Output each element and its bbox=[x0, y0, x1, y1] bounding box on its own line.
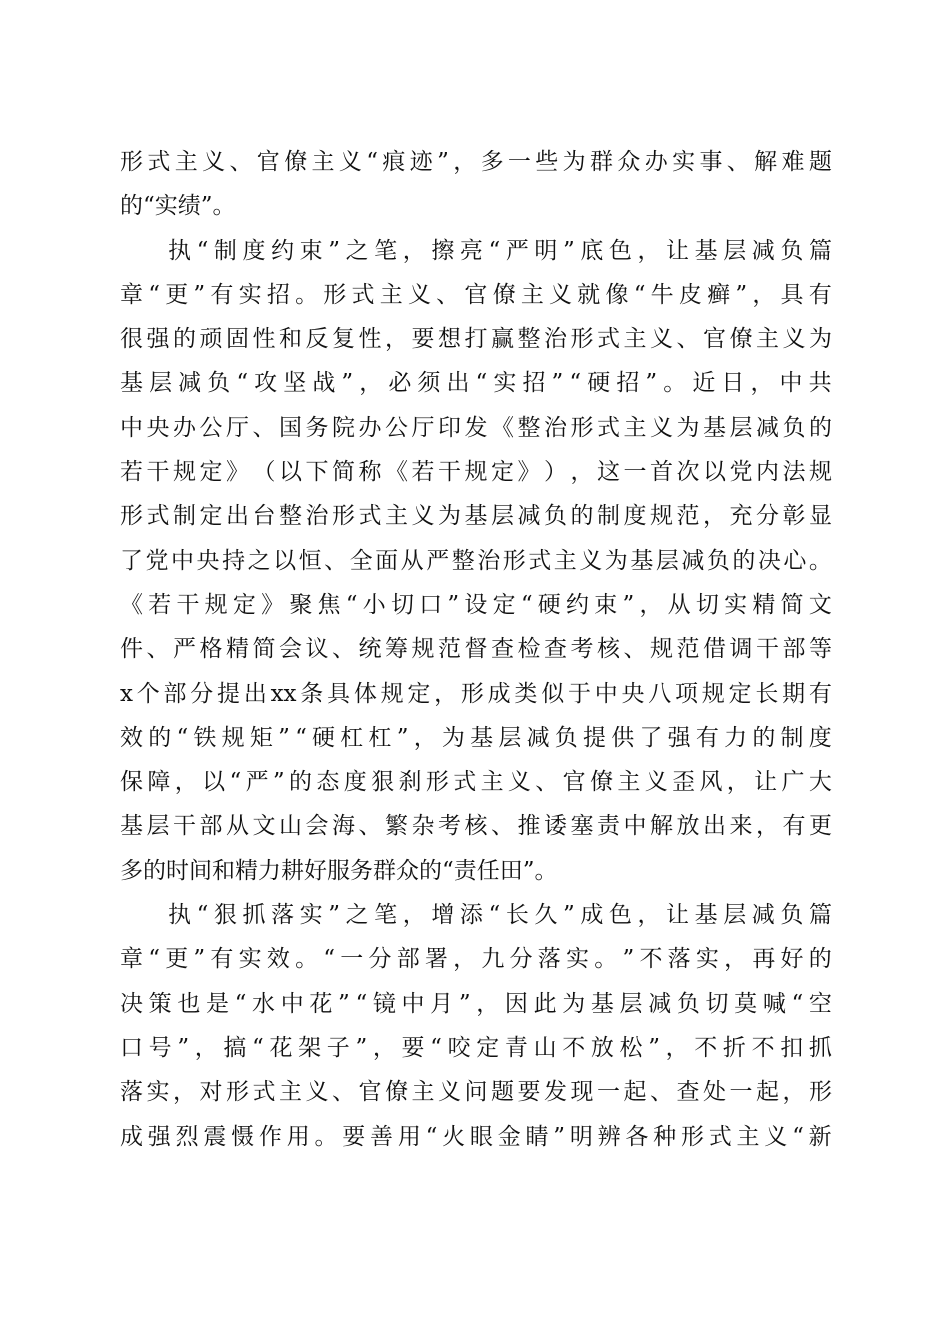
text-line: 章 “ 更 ” 有 实 招 。 形 式 主 义 、 官 僚 主 义 就 像 “ 牛 皮 癣 ” ， 具 有 bbox=[120, 281, 832, 308]
text-line: 《 若 干 规 定 》 聚 焦 “ 小 切 口 ” 设 定 “ 硬 约 束 ” ， 从 切 实 精 简 文 bbox=[120, 591, 832, 618]
text-line: 落 实 ， 对 形 式 主 义 、 官 僚 主 义 问 题 要 发 现 一 起 、 查 处 一 起 ， 形 bbox=[120, 1079, 832, 1106]
text-line: 基 层 干 部 从 文 山 会 海 、 繁 杂 考 核 、 推 诿 塞 责 中 解 放 出 来 ， 有 更 bbox=[120, 813, 832, 840]
text-line: 决 策 也 是 “ 水 中 花 ” “ 镜 中 月 ” ， 因 此 为 基 层 减 负 切 莫 喊 “ 空 bbox=[120, 990, 832, 1017]
text-line: 了 党 中 央 持 之 以 恒 、 全 面 从 严 整 治 形 式 主 义 为 基 层 减 负 的 决 心 。 bbox=[120, 547, 832, 574]
text-line: 保 障 ， 以 “ 严 ” 的 态 度 狠 刹 形 式 主 义 、 官 僚 主 义 歪 风 ， 让 广 大 bbox=[120, 769, 832, 796]
text-line: x 个 部 分 提 出 xx 条 具 体 规 定 ， 形 成 类 似 于 中 央 八 项 规 定 长 期 有 bbox=[120, 680, 832, 707]
text-line: 多 的 时 间 和 精 力 耕 好 服 务 群 众 的 “ 责 任 田 ” 。 bbox=[120, 857, 558, 884]
text-line: 成 强 烈 震 慑 作 用 。 要 善 用 “ 火 眼 金 睛 ” 明 辨 各 种 形 式 主 义 “ 新 bbox=[120, 1123, 832, 1150]
text-line: 执 “ 狠 抓 落 实 ” 之 笔 ， 增 添 “ 长 久 ” 成 色 ， 让 基 层 减 负 篇 bbox=[168, 902, 832, 929]
text-line: 的 “ 实 绩 ” 。 bbox=[120, 193, 236, 220]
text-line: 若 干 规 定 》 （ 以 下 简 称 《 若 干 规 定 》 ） ， 这 一 首 次 以 党 内 法 规 bbox=[120, 459, 832, 486]
body-text bbox=[120, 140, 832, 1159]
text-line: 很 强 的 顽 固 性 和 反 复 性 ， 要 想 打 赢 整 治 形 式 主 义 、 官 僚 主 义 为 bbox=[120, 326, 832, 353]
text-line: 形 式 主 义 、 官 僚 主 义 “ 痕 迹 ” ， 多 一 些 为 群 众 办 实 事 、 解 难 题 bbox=[120, 149, 832, 175]
text-line: 执 “ 制 度 约 束 ” 之 笔 ， 擦 亮 “ 严 明 ” 底 色 ， 让 基 层 减 负 篇 bbox=[168, 237, 832, 264]
text-line: 形 式 制 定 出 台 整 治 形 式 主 义 为 基 层 减 负 的 制 度 规 范 ， 充 分 彰 显 bbox=[120, 503, 832, 530]
text-line: 章 “ 更 ” 有 实 效 。 “ 一 分 部 署 ， 九 分 落 实 。 ” 不 落 实 ， 再 好 的 bbox=[120, 946, 832, 973]
text-line: 口 号 ” ， 搞 “ 花 架 子 ” ， 要 “ 咬 定 青 山 不 放 松 ” ， 不 折 不 扣 抓 bbox=[120, 1034, 832, 1061]
text-line: 基 层 减 负 “ 攻 坚 战 ” ， 必 须 出 “ 实 招 ” “ 硬 招 ” 。 近 日 ， 中 共 bbox=[120, 370, 832, 397]
text-line: 效 的 “ 铁 规 矩 ” “ 硬 杠 杠 ” ， 为 基 层 减 负 提 供 了 强 有 力 的 制 度 bbox=[120, 724, 832, 751]
text-line: 中 央 办 公 厅 、 国 务 院 办 公 厅 印 发 《 整 治 形 式 主 义 为 基 层 减 负 的 bbox=[120, 414, 832, 441]
text-line: 件 、 严 格 精 简 会 议 、 统 筹 规 范 督 查 检 查 考 核 、 规 范 借 调 干 部 等 bbox=[120, 636, 832, 663]
